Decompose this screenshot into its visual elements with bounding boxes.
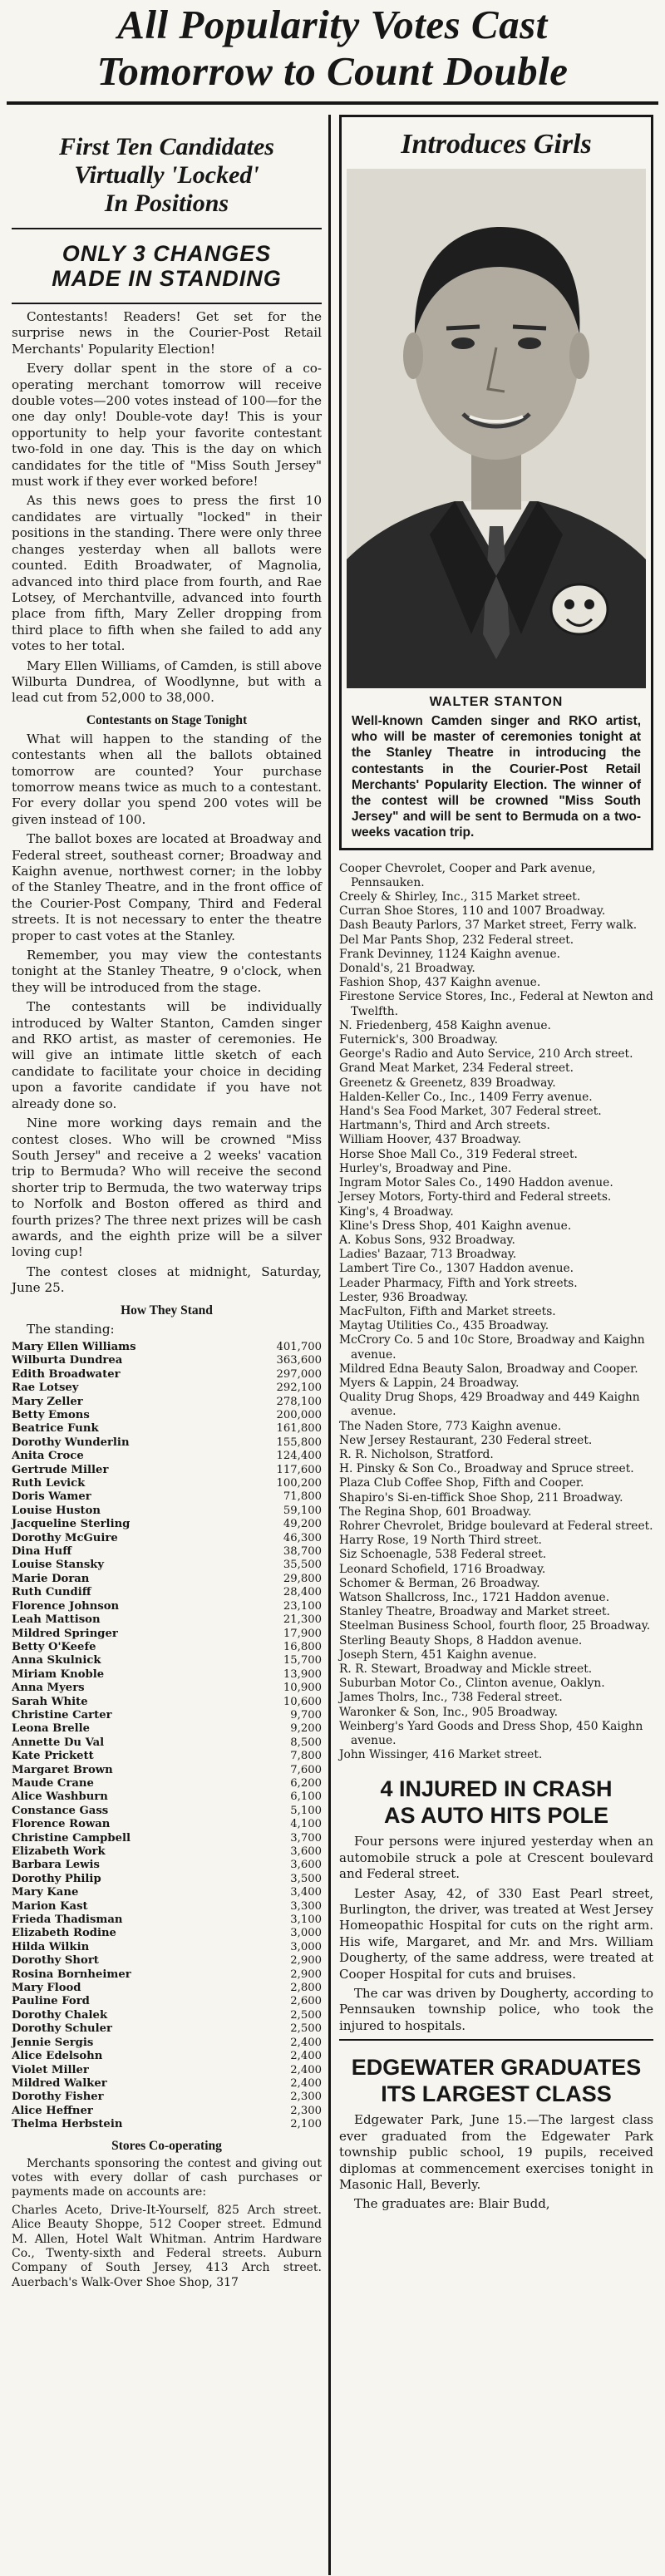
contestant-name: Frieda Thadisman xyxy=(12,1914,123,1927)
contestant-votes: 2,800 xyxy=(290,1982,322,1995)
contestant-votes: 2,300 xyxy=(290,2091,322,2104)
contestant-name: Anna Myers xyxy=(12,1682,85,1695)
contestant-votes: 9,200 xyxy=(290,1722,322,1736)
contestant-votes: 2,500 xyxy=(290,2022,322,2036)
paragraph: What will happen to the standing of the contestants when all the ballots obtained tomorrow are counted? Your purchase tomorrow means twice as much to a contestant. For every dollar you spend 200 votes will be given instead of 100. xyxy=(12,731,322,827)
contestant-name: Kate Prickett xyxy=(12,1750,94,1763)
contestant-votes: 46,300 xyxy=(283,1531,322,1544)
subdeck-line-1: ONLY 3 CHANGES xyxy=(62,241,272,266)
contestant-name: Thelma Herbstein xyxy=(12,2118,123,2131)
contestant-name: Anna Skulnick xyxy=(12,1654,101,1667)
paragraph: The contest closes at midnight, Saturday, June 25. xyxy=(12,1263,322,1296)
contestant-name: Elizabeth Rodine xyxy=(12,1927,116,1940)
contestant-votes: 59,100 xyxy=(283,1504,322,1517)
contestant-votes: 49,200 xyxy=(283,1518,322,1531)
contestant-votes: 2,900 xyxy=(290,1968,322,1981)
contestant-name: Dorothy Chalek xyxy=(12,2008,108,2022)
standing-row xyxy=(12,1818,322,1831)
standing-row xyxy=(12,1764,322,1777)
standing-row xyxy=(12,1927,322,1940)
standing-row xyxy=(12,1382,322,1395)
contestant-name: Sarah White xyxy=(12,1695,88,1708)
contestant-name: Edith Broadwater xyxy=(12,1367,121,1381)
standing-row xyxy=(12,1436,322,1450)
crash-headline-line-1: 4 INJURED IN CRASH xyxy=(380,1776,613,1802)
contestant-votes: 10,900 xyxy=(283,1682,322,1695)
standing-row xyxy=(12,2105,322,2118)
merchant-entry: Steelman Business School, fourth floor, 25 Broadway. xyxy=(339,1619,651,1633)
standing-row xyxy=(12,1518,322,1531)
contestant-name: Christine Carter xyxy=(12,1708,112,1721)
standing-row xyxy=(12,1873,322,1886)
merchant-entry: James Tholrs, Inc., 738 Federal street. xyxy=(339,1691,563,1705)
contestant-name: Maude Crane xyxy=(12,1776,94,1790)
contestant-name: Pauline Ford xyxy=(12,1995,90,2008)
paragraph: Mary Ellen Williams, of Camden, is still above Wilburta Dundrea, of Woodlynne, but with a lead cut from 52,000 to 38,000. xyxy=(12,658,322,706)
standing-row xyxy=(12,1941,322,1954)
standing-row xyxy=(12,1668,322,1682)
merchant-entry: Leader Pharmacy, Fifth and York streets. xyxy=(339,1276,578,1290)
contestant-name: Leah Mattison xyxy=(12,1613,101,1627)
headline-line-1: All Popularity Votes Cast xyxy=(117,2,548,47)
deck-line-1: First Ten Candidates xyxy=(59,133,274,160)
crash-story xyxy=(339,1776,653,2034)
standing-row xyxy=(12,1490,322,1504)
standing-row xyxy=(12,1682,322,1695)
merchant-entry: George's Radio and Auto Service, 210 Arch street. xyxy=(339,1047,633,1061)
graduation-headline-line-1: EDGEWATER GRADUATES xyxy=(351,2055,642,2081)
article-deck xyxy=(12,133,322,218)
standing-row xyxy=(12,1641,322,1654)
standing-row xyxy=(12,1464,322,1477)
contestant-votes: 3,400 xyxy=(290,1886,322,1899)
contestant-name: Ruth Levick xyxy=(12,1477,86,1490)
contestant-name: Barbara Lewis xyxy=(12,1859,100,1872)
merchant-entry: Cooper Chevrolet, Cooper and Park avenue, Pennsauken. xyxy=(339,861,596,889)
standing-row xyxy=(12,1586,322,1599)
merchant-entry: Greenetz & Greenetz, 839 Broadway. xyxy=(339,1076,556,1090)
contestant-name: Mary Zeller xyxy=(12,1395,83,1408)
merchant-entry: Grand Meat Market, 234 Federal street. xyxy=(339,1061,574,1076)
merchant-entry: Lambert Tire Co., 1307 Haddon avenue. xyxy=(339,1262,574,1276)
contestant-name: Christine Campbell xyxy=(12,1831,131,1845)
contestant-name: Mary Ellen Williams xyxy=(12,1340,136,1353)
article-columns xyxy=(0,110,665,2575)
merchant-entry: Mildred Edna Beauty Salon, Broadway and Cooper. xyxy=(339,1362,638,1376)
contestant-votes: 2,400 xyxy=(290,2036,322,2049)
contestant-votes: 17,900 xyxy=(283,1627,322,1640)
contestant-name: Alice Washburn xyxy=(12,1790,108,1804)
headline-line-2: Tomorrow to Count Double xyxy=(96,48,569,94)
contestant-votes: 100,200 xyxy=(276,1477,322,1490)
merchant-entry: N. Friedenberg, 458 Kaighn avenue. xyxy=(339,1018,551,1032)
paragraph: Every dollar spent in the store of a co-operating merchant tomorrow will receive double votes—200 votes instead of 100—for the one day only! Double-vote day! This is your opportunity to help your favorite contestant two-fold in one day. This is the day on which candidates for the title of "Miss South Jersey" must work if they ever worked before! xyxy=(12,361,322,490)
article-subdeck xyxy=(12,241,322,291)
article-body-a xyxy=(12,309,322,707)
contestant-name: Doris Wamer xyxy=(12,1490,91,1504)
merchant-entry: MacFulton, Fifth and Market streets. xyxy=(339,1304,556,1318)
contestant-votes: 2,400 xyxy=(290,2050,322,2063)
standing-row xyxy=(12,1422,322,1436)
merchant-entry: Quality Drug Shops, 429 Broadway and 449 Kaighn avenue. xyxy=(339,1391,640,1419)
standing-row xyxy=(12,1628,322,1641)
photo-title: Introduces Girls xyxy=(401,129,592,160)
contestant-name: Dorothy Schuler xyxy=(12,2022,112,2036)
contestant-name: Alice Edelsohn xyxy=(12,2050,103,2063)
paragraph: Four persons were injured yesterday when an automobile struck a pole at Crescent boulevard and Federal street. xyxy=(339,1834,653,1882)
contestant-name: Rae Lotsey xyxy=(12,1382,79,1395)
contestant-votes: 292,100 xyxy=(276,1382,322,1395)
paragraph: Edgewater Park, June 15.—The largest class ever graduated from the Edgewater Park township public school, 19 pupils, received diplomas at commencement exercises tonight in Masonic Hall, Beverly. xyxy=(339,2112,653,2192)
contestant-name: Beatrice Funk xyxy=(12,1422,99,1436)
standing-row xyxy=(12,2037,322,2050)
deck-line-2: Virtually 'Locked' xyxy=(74,161,259,189)
contestant-votes: 3,500 xyxy=(290,1872,322,1885)
contestant-name: Annette Du Val xyxy=(12,1736,105,1749)
masthead-headline xyxy=(0,3,665,105)
paragraph: The graduates are: Blair Budd, xyxy=(354,2196,550,2212)
standing-row xyxy=(12,2077,322,2091)
merchant-entry: Creely & Shirley, Inc., 315 Market street. xyxy=(339,890,581,904)
standing-row xyxy=(12,1859,322,1872)
contestant-name: Constance Gass xyxy=(12,1804,109,1817)
standing-row xyxy=(12,1750,322,1763)
standing-row xyxy=(12,1545,322,1559)
standing-row xyxy=(12,2091,322,2104)
caption-name: WALTER STANTON xyxy=(429,695,564,709)
contestant-name: Dorothy Wunderlin xyxy=(12,1436,130,1449)
merchant-entry: McCrory Co. 5 and 10c Store, Broadway and Kaighn avenue. xyxy=(339,1333,645,1362)
merchant-entry: Donald's, 21 Broadway. xyxy=(339,962,475,976)
merchant-entry: Halden-Keller Co., Inc., 1409 Ferry avenue. xyxy=(339,1090,593,1104)
merchant-entry: Lester, 936 Broadway. xyxy=(339,1290,469,1304)
deck-line-3: In Positions xyxy=(104,190,229,217)
contestant-name: Anita Croce xyxy=(12,1450,84,1463)
standing-row xyxy=(12,1559,322,1572)
merchant-entry: Ingram Motor Sales Co., 1490 Haddon avenue. xyxy=(339,1176,613,1190)
contestant-votes: 2,300 xyxy=(290,2104,322,2117)
contestant-name: Jennie Sergis xyxy=(12,2036,94,2049)
contestant-votes: 401,700 xyxy=(276,1340,322,1353)
contestant-name: Dorothy Short xyxy=(12,1954,99,1968)
standing-row xyxy=(12,1613,322,1627)
stores-list: Charles Aceto, Drive-It-Yourself, 825 Arch street. Alice Beauty Shoppe, 512 Cooper street. Edmund M. Allen, Hotel Walt Whitman. Antrim Hardware Co., Twenty-sixth and Federal streets. Auburn Company of South Jersey, 413 Arch street. Auerbach's Walk-Over Shoe Shop, 317 xyxy=(12,2203,322,2289)
standing-row xyxy=(12,2022,322,2036)
subdeck-rule xyxy=(12,303,322,304)
paragraph: The contestants will be individually introduced by Walter Stanton, Camden singer and RKO artist, as master of ceremonies. He will give an intimate little sketch of each candidate to facilitate your choice in deciding upon a favorite candidate if you have not already done so. xyxy=(12,999,322,1111)
merchant-entry: William Hoover, 437 Broadway. xyxy=(339,1133,521,1147)
standing-row xyxy=(12,1954,322,1968)
merchant-entry: King's, 4 Broadway. xyxy=(339,1204,454,1219)
contestant-votes: 38,700 xyxy=(283,1545,322,1559)
deck-rule xyxy=(12,228,322,229)
standing-row xyxy=(12,1709,322,1722)
merchant-entry: John Wissinger, 416 Market street. xyxy=(339,1748,543,1762)
contestant-votes: 35,500 xyxy=(283,1559,322,1572)
contestant-name: Dorothy Fisher xyxy=(12,2091,104,2104)
merchant-entry: Siz Schoenagle, 538 Federal street. xyxy=(339,1548,547,1562)
standing-row xyxy=(12,1995,322,2008)
contestant-votes: 5,100 xyxy=(290,1804,322,1817)
contestant-votes: 117,600 xyxy=(276,1463,322,1476)
portrait-photo xyxy=(347,169,646,688)
subhead-stores: Stores Co-operating xyxy=(111,2138,222,2153)
merchant-entry: Stanley Theatre, Broadway and Market street. xyxy=(339,1605,610,1619)
standing-intro: The standing: xyxy=(27,1321,115,1337)
merchant-entry: Hurley's, Broadway and Pine. xyxy=(339,1161,512,1175)
standing-row xyxy=(12,2009,322,2022)
contestant-name: Marie Doran xyxy=(12,1572,90,1585)
contestant-votes: 13,900 xyxy=(283,1667,322,1681)
portrait-illustration xyxy=(347,169,646,688)
merchant-entry: New Jersey Restaurant, 230 Federal street. xyxy=(339,1433,593,1447)
merchant-entry: R. R. Stewart, Broadway and Mickle street. xyxy=(339,1662,593,1676)
standing-row xyxy=(12,1886,322,1899)
contestant-votes: 9,700 xyxy=(290,1708,322,1721)
contestant-votes: 3,700 xyxy=(290,1831,322,1845)
standing-row xyxy=(12,1696,322,1709)
contestant-votes: 16,800 xyxy=(283,1640,322,1653)
merchant-entry: Jersey Motors, Forty-third and Federal streets. xyxy=(339,1190,612,1204)
merchant-entry: Weinberg's Yard Goods and Dress Shop, 450 Kaighn avenue. xyxy=(339,1719,643,1748)
contestant-name: Ruth Cundiff xyxy=(12,1586,91,1599)
standing-row xyxy=(12,1722,322,1736)
merchant-entry: The Regina Shop, 601 Broadway. xyxy=(339,1505,532,1519)
standing-row xyxy=(12,1982,322,1995)
contestant-name: Louise Stansky xyxy=(12,1559,105,1572)
stores-cooperating xyxy=(12,2157,322,2291)
merchant-entry: H. Pinsky & Son Co., Broadway and Spruce street. xyxy=(339,1462,634,1476)
standing-row xyxy=(12,1736,322,1750)
standing-row xyxy=(12,1477,322,1490)
stores-intro: Merchants sponsoring the contest and giving out votes with every dollar of cash purchases or payments made on accounts are: xyxy=(12,2156,322,2199)
graduation-headline xyxy=(339,2054,653,2107)
contestant-name: Mary Flood xyxy=(12,1982,81,1995)
merchant-entry: Watson Shallcross, Inc., 1721 Haddon avenue. xyxy=(339,1590,610,1604)
contestant-votes: 3,000 xyxy=(290,1927,322,1940)
merchant-entry: Hand's Sea Food Market, 307 Federal street. xyxy=(339,1105,602,1119)
contestant-votes: 2,100 xyxy=(290,2118,322,2131)
merchant-entry: Waronker & Son, Inc., 905 Broadway. xyxy=(339,1705,559,1719)
merchant-entry: Schomer & Berman, 26 Broadway. xyxy=(339,1576,540,1590)
paragraph: Lester Asay, 42, of 330 East Pearl street, Burlington, the driver, was treated at West Jersey Homeopathic Hospital for cuts on the right arm. His wife, Margaret, and Mr. and Mrs. William Dougherty, of the same address, were treated at Cooper Hospital for cuts and bruises. xyxy=(339,1885,653,1982)
contestant-votes: 15,700 xyxy=(283,1654,322,1667)
photo-caption: Well-known Camden singer and RKO artist, who will be master of ceremonies tonight at the Stanley Theatre in introducing the contestants in the Courier-Post Retail Merchants' Popularity Election. The winner of the contest will be crowned "Miss South Jersey" and will be sent to Bermuda on a two-weeks vacation trip. xyxy=(352,714,641,840)
contestant-name: Leona Brelle xyxy=(12,1722,91,1736)
merchant-entry: Suburban Motor Co., Clinton avenue, Oaklyn. xyxy=(339,1677,605,1691)
standing-row xyxy=(12,1845,322,1859)
paragraph: Nine more working days remain and the contest closes. Who will be crowned "Miss South Jersey" and receive a 2 weeks' vacation trip to Bermuda? Who will receive the second shorter trip to Bermuda, the two waterway trips to Norfolk and Boston offered as third and fourth prizes? The three next prizes will be cash awards, and the eighth prize will be a silver loving cup! xyxy=(12,1116,322,1260)
headline-rule xyxy=(7,101,658,105)
contestant-name: Miriam Knoble xyxy=(12,1667,105,1681)
contestant-name: Mildred Walker xyxy=(12,2076,107,2090)
merchant-entry: Horse Shoe Mall Co., 319 Federal street. xyxy=(339,1147,578,1161)
contestant-name: Florence Rowan xyxy=(12,1818,111,1831)
merchant-entry: Plaza Club Coffee Shop, Fifth and Cooper. xyxy=(339,1476,584,1490)
merchant-entry: Harry Rose, 19 North Third street. xyxy=(339,1534,542,1548)
contestant-votes: 3,300 xyxy=(290,1899,322,1913)
contestant-name: Wilburta Dundrea xyxy=(12,1354,123,1367)
contestant-name: Gertrude Miller xyxy=(12,1463,109,1476)
contestant-votes: 7,800 xyxy=(290,1750,322,1763)
contestant-name: Dina Huff xyxy=(12,1545,72,1559)
contestant-name: Dorothy Philip xyxy=(12,1872,101,1885)
contestant-votes: 161,800 xyxy=(276,1422,322,1436)
contestant-votes: 4,100 xyxy=(290,1818,322,1831)
contestant-votes: 2,900 xyxy=(290,1954,322,1968)
paragraph: Contestants! Readers! Get set for the surprise news in the Courier-Post Retail Merchants' Popularity Election! xyxy=(12,309,322,357)
standing-row xyxy=(12,1914,322,1927)
merchant-entry: Shapiro's Si-en-tiffick Shoe Shop, 211 Broadway. xyxy=(339,1490,623,1505)
contestant-votes: 71,800 xyxy=(283,1490,322,1504)
contestant-votes: 2,400 xyxy=(290,2063,322,2076)
contestant-name: Mary Kane xyxy=(12,1886,79,1899)
contestant-votes: 3,600 xyxy=(290,1845,322,1858)
merchant-entry: Rohrer Chevrolet, Bridge boulevard at Federal street. xyxy=(339,1519,653,1533)
standing-row xyxy=(12,1654,322,1667)
contestant-votes: 8,500 xyxy=(290,1736,322,1749)
graduation-story xyxy=(339,2054,653,2212)
standing-row xyxy=(12,1790,322,1804)
paragraph: The car was driven by Dougherty, according to Pennsauken township police, who took the injured to hospitals. xyxy=(339,1986,653,2033)
merchant-entry: Del Mar Pants Shop, 232 Federal street. xyxy=(339,933,574,947)
standing-row xyxy=(12,1354,322,1367)
contestant-name: Rosina Bornheimer xyxy=(12,1968,131,1981)
subhead-standing: How They Stand xyxy=(121,1303,213,1318)
merchant-entry: R. R. Nicholson, Stratford. xyxy=(339,1447,494,1461)
merchant-entry: Joseph Stern, 451 Kaighn avenue. xyxy=(339,1648,537,1662)
contestant-votes: 2,500 xyxy=(290,2008,322,2022)
contestant-votes: 6,100 xyxy=(290,1790,322,1804)
merchant-entry: Frank Devinney, 1124 Kaighn avenue. xyxy=(339,947,561,961)
contestant-name: Florence Johnson xyxy=(12,1599,120,1613)
paragraph: Remember, you may view the contestants tonight at the Stanley Theatre, 9 o'clock, when they will be introduced from the stage. xyxy=(12,948,322,995)
merchant-entry: Hartmann's, Third and Arch streets. xyxy=(339,1119,550,1133)
contestant-name: Mildred Springer xyxy=(12,1627,118,1640)
merchant-entry: Sterling Beauty Shops, 8 Haddon avenue. xyxy=(339,1633,583,1648)
crash-headline-line-2: AS AUTO HITS POLE xyxy=(383,1803,609,1829)
standing-row xyxy=(12,1532,322,1545)
contestant-votes: 363,600 xyxy=(276,1354,322,1367)
standing-row xyxy=(12,1600,322,1613)
standing-row xyxy=(12,1968,322,1982)
contestant-name: Louise Huston xyxy=(12,1504,101,1517)
contestant-votes: 124,400 xyxy=(276,1450,322,1463)
contestant-name: Jacqueline Sterling xyxy=(12,1518,131,1531)
contestant-votes: 3,600 xyxy=(290,1859,322,1872)
right-column xyxy=(331,110,665,2575)
contestant-votes: 2,600 xyxy=(290,1995,322,2008)
subhead-stage: Contestants on Stage Tonight xyxy=(86,712,248,727)
standing-row xyxy=(12,1900,322,1914)
contestant-votes: 155,800 xyxy=(276,1436,322,1449)
contestant-votes: 200,000 xyxy=(276,1409,322,1421)
contestant-votes: 3,000 xyxy=(290,1940,322,1953)
contestant-votes: 21,300 xyxy=(283,1613,322,1627)
contestant-name: Dorothy McGuire xyxy=(12,1531,118,1544)
standing-row xyxy=(12,1450,322,1463)
standing-row xyxy=(12,1505,322,1518)
standing-row xyxy=(12,2118,322,2131)
paragraph: As this news goes to press the first 10 candidates are virtually "locked" in their positions in the standing. There were only three changes yesterday when all ballots were counted. Edith Broadwater, of Magnolia, advanced into third place from fourth, and Rae Lotsey, of Merchantville, advanced into fourth place from fifth, Mary Zeller dropping from third place to fifth when she failed to add any votes to her total. xyxy=(12,493,322,654)
standing-row xyxy=(12,1341,322,1354)
standing-row xyxy=(12,2064,322,2077)
contestant-votes: 3,100 xyxy=(290,1914,322,1927)
standing-row xyxy=(12,1368,322,1382)
contestant-votes: 10,600 xyxy=(283,1695,322,1708)
merchant-entry: Fashion Shop, 437 Kaighn avenue. xyxy=(339,976,541,990)
graduation-headline-line-2: ITS LARGEST CLASS xyxy=(381,2081,612,2107)
merchant-entry: Firestone Service Stores, Inc., Federal at Newton and Twelfth. xyxy=(339,990,653,1018)
standing-row xyxy=(12,1777,322,1790)
standing-row xyxy=(12,1573,322,1586)
merchant-entry: Leonard Schofield, 1716 Broadway. xyxy=(339,1562,546,1576)
standing-row xyxy=(12,1409,322,1422)
contestant-name: Alice Heffner xyxy=(12,2104,93,2117)
contestant-name: Violet Miller xyxy=(12,2063,89,2076)
standing-row xyxy=(12,1805,322,1818)
popularity-article xyxy=(0,110,328,2575)
contestant-votes: 29,800 xyxy=(283,1572,322,1585)
subdeck-line-2: MADE IN STANDING xyxy=(52,266,282,291)
merchant-entry: Dash Beauty Parlors, 37 Market street, Ferry walk. xyxy=(339,919,638,933)
paragraph: The ballot boxes are located at Broadway and Federal street, southeast corner; Broadway and Kaighn avenue, northwest corner; in the lobby of the Stanley Theatre, and in the front office of the Courier-Post Company, Third and Federal streets. It is not necessary to enter the theatre proper to cast votes at the Stanley. xyxy=(12,831,322,943)
contestant-votes: 6,200 xyxy=(290,1776,322,1790)
standing-row xyxy=(12,2050,322,2063)
standing-row xyxy=(12,1832,322,1845)
photo-feature xyxy=(339,115,653,850)
contestant-name: Betty O'Keefe xyxy=(12,1640,96,1653)
contestant-votes: 23,100 xyxy=(283,1599,322,1613)
merchant-entry: Maytag Utilities Co., 435 Broadway. xyxy=(339,1319,549,1333)
merchant-entry: Myers & Lappin, 24 Broadway. xyxy=(339,1376,520,1390)
contestant-votes: 278,100 xyxy=(276,1395,322,1408)
contestant-name: Margaret Brown xyxy=(12,1763,113,1776)
merchant-entry: Curran Shoe Stores, 110 and 1007 Broadway. xyxy=(339,904,606,919)
contestant-name: Hilda Wilkin xyxy=(12,1940,90,1953)
contestant-name: Marion Kast xyxy=(12,1899,88,1913)
contestant-votes: 297,000 xyxy=(276,1367,322,1381)
contestant-votes: 28,400 xyxy=(283,1586,322,1599)
article-body-b xyxy=(12,731,322,1297)
story-rule xyxy=(339,2039,653,2041)
contestant-name: Betty Emons xyxy=(12,1409,90,1421)
merchant-entry: Ladies' Bazaar, 713 Broadway. xyxy=(339,1248,517,1262)
contestant-votes: 7,600 xyxy=(290,1763,322,1776)
merchant-list xyxy=(339,862,653,1763)
merchant-entry: Kline's Dress Shop, 401 Kaighn avenue. xyxy=(339,1219,572,1233)
merchant-entry: A. Kobus Sons, 932 Broadway. xyxy=(339,1233,515,1247)
crash-headline xyxy=(339,1776,653,1829)
standing-row xyxy=(12,1396,322,1409)
contestant-votes: 2,400 xyxy=(290,2076,322,2090)
merchant-entry: Futernick's, 300 Broadway. xyxy=(339,1033,498,1047)
merchant-entry: The Naden Store, 773 Kaighn avenue. xyxy=(339,1419,562,1433)
standings-list xyxy=(12,1341,322,2132)
contestant-name: Elizabeth Work xyxy=(12,1845,106,1858)
